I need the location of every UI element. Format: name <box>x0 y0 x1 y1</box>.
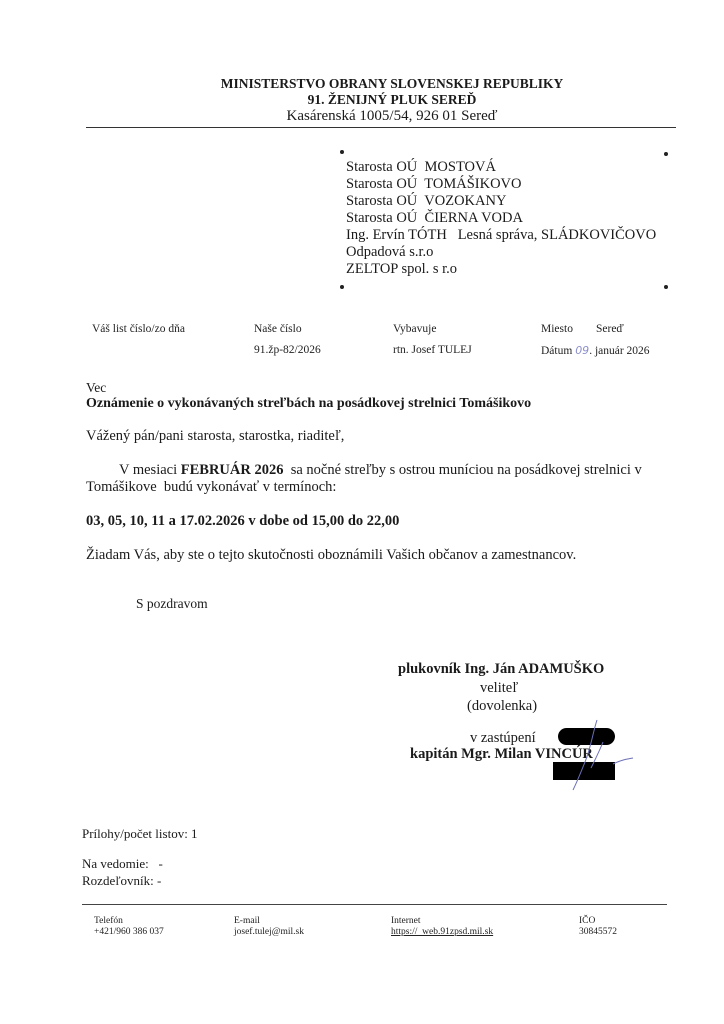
phone-label: Telefón <box>94 916 123 926</box>
corner-mark-icon <box>664 285 668 289</box>
recipient-item: Ing. Ervín TÓTH Lesná správa, SLÁDKOVIČOVO <box>346 227 657 243</box>
subject-title: Oznámenie o vykonávaných streľbách na posádkovej strelnici Tomášikovo <box>86 396 532 411</box>
our-number-label: Naše číslo <box>254 323 302 335</box>
footer-ico <box>579 916 617 938</box>
handled-by-value: rtn. Josef TULEJ <box>393 344 472 356</box>
date-handwritten-day: 09 <box>575 344 590 357</box>
website-link[interactable]: https:// web.91zpsd.mil.sk <box>391 927 494 937</box>
unit-name: 91. ŽENIJNÝ PLUK SEREĎ <box>307 92 477 107</box>
email-value[interactable]: josef.tulej@mil.sk <box>234 927 304 937</box>
deputy-label: v zastúpení <box>470 730 536 746</box>
footer-divider <box>82 904 667 905</box>
ministry-name: MINISTERSTVO OBRANY SLOVENSKEJ REPUBLIKY <box>220 76 564 91</box>
footer-phone <box>94 916 164 938</box>
recipient-item: ZELTOP spol. s r.o <box>346 261 458 277</box>
footer-internet <box>391 916 493 938</box>
signature-ink-icon <box>555 712 655 792</box>
shooting-dates: 03, 05, 10, 11 a 17.02.2026 v dobe od 15,00 do 22,00 <box>86 513 400 529</box>
request-text: Žiadam Vás, aby ste o tejto skutočnosti oboznámili Vašich občanov a zamestnancov. <box>86 547 577 563</box>
deputy-name: kapitán Mgr. Milan VINCÚR <box>410 746 593 762</box>
email-label: E-mail <box>234 916 260 926</box>
date-label: Dátum <box>541 345 573 357</box>
your-letter-label: Váš list číslo/zo dňa <box>92 323 185 335</box>
phone-value: +421/960 386 037 <box>94 927 164 937</box>
signatory-role: veliteľ <box>480 680 519 696</box>
recipient-item: Starosta OÚ ČIERNA VODA <box>346 210 523 226</box>
unit-address: Kasárenská 1005/54, 926 01 Sereď <box>286 108 498 124</box>
footer-email <box>234 916 304 938</box>
internet-label: Internet <box>391 916 421 926</box>
closing-text: S pozdravom <box>136 596 208 611</box>
recipient-item: Odpadová s.r.o <box>346 244 434 260</box>
corner-mark-icon <box>340 150 344 154</box>
ico-value: 30845572 <box>579 927 617 937</box>
corner-mark-icon <box>340 285 344 289</box>
our-number-value: 91.žp-82/2026 <box>254 344 321 356</box>
place-value: Sereď <box>596 323 624 335</box>
distribution-line: Rozdeľovník: - <box>82 873 162 888</box>
handled-by-label: Vybavuje <box>393 323 437 335</box>
signatory-name: plukovník Ing. Ján ADAMUŠKO <box>398 661 605 677</box>
recipient-list <box>346 159 656 278</box>
ico-label: IČO <box>579 916 596 926</box>
recipient-item: Starosta OÚ TOMÁŠIKOVO <box>346 176 522 192</box>
attachments-count: Prílohy/počet listov: 1 <box>82 826 198 841</box>
date-rest: . január 2026 <box>589 345 650 357</box>
subject-label: Vec <box>86 380 107 395</box>
date-field <box>541 344 650 357</box>
recipient-item: Starosta OÚ VOZOKANY <box>346 193 507 209</box>
month-highlight: FEBRUÁR 2026 <box>180 462 284 478</box>
paragraph-line-2: Tomášikove budú vykonávať v termínoch: <box>86 479 337 495</box>
corner-mark-icon <box>664 152 668 156</box>
place-label: Miesto <box>541 323 573 335</box>
paragraph-line-1: V mesiaci FEBRUÁR 2026 sa nočné streľby s ostrou muníciou na posádkovej strelnici v <box>119 462 642 478</box>
salutation: Vážený pán/pani starosta, starostka, riaditeľ, <box>86 428 345 444</box>
header-divider <box>86 127 676 128</box>
signatory-note: (dovolenka) <box>467 698 538 714</box>
recipient-item: Starosta OÚ MOSTOVÁ <box>346 159 496 175</box>
cc-line: Na vedomie: - <box>82 856 163 871</box>
